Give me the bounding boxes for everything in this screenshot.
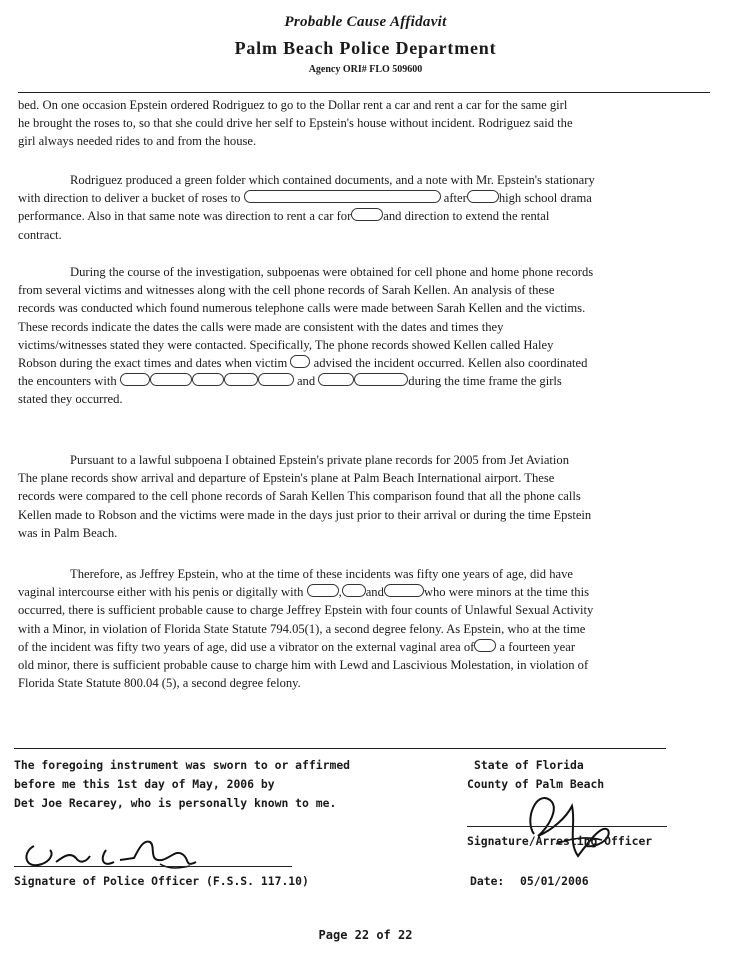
text-line: old minor, there is sufficient probable cause to charge him with Lewd and Lascivious Molestation, in violation of	[18, 658, 589, 673]
redaction-box	[351, 208, 383, 221]
redaction-box	[244, 190, 441, 203]
redaction-box	[318, 373, 354, 386]
county-label: County of Palm Beach	[467, 777, 605, 791]
text-line	[18, 372, 713, 390]
text-line	[18, 354, 713, 372]
officer-signature-label: Signature of Police Officer (F.S.S. 117.10)	[14, 874, 309, 888]
redaction-box	[467, 190, 499, 203]
text-fragment: during the time frame the girls	[408, 374, 562, 389]
text-fragment: who were minors at the time this	[423, 585, 589, 600]
text-line	[18, 207, 713, 225]
text-line	[18, 638, 713, 656]
text-line: Florida State Statute 800.04 (5), a second degree felony.	[18, 676, 301, 691]
officer-signature-line	[14, 866, 292, 867]
paragraph-1	[18, 96, 713, 151]
text-line: victims/witnesses stated they were contacted. Specifically, The phone records showed Kellen called Haley	[18, 337, 554, 352]
redaction-box	[290, 355, 310, 368]
text-fragment: advised the incident occurred. Kellen also coordinated	[313, 356, 588, 371]
affidavit-title: Probable Cause Affidavit	[284, 14, 447, 30]
arresting-officer-label: Signature/Arresting Officer	[467, 834, 653, 848]
state-label: State of Florida	[474, 758, 584, 772]
paragraph-5	[18, 565, 713, 692]
text-fragment: a fourteen year	[499, 639, 576, 654]
redaction-box	[307, 584, 339, 597]
paragraph-2	[18, 171, 713, 244]
text-fragment: and direction to extend the rental	[383, 209, 550, 224]
text-line: These records indicate the dates the calls were made are consistent with the dates and times they	[18, 319, 504, 334]
redaction-box	[354, 373, 408, 386]
text-line: Therefore, as Jeffrey Epstein, who at the time of these incidents was fifty one years of age, did have	[70, 567, 573, 581]
text-line: Kellen made to Robson and the victims were made in the days just prior to their arrival or during the time Epstein	[18, 507, 592, 522]
text-fragment: performance. Also in that same note was direction to rent a car for	[18, 209, 352, 224]
oath-line-1: The foregoing instrument was sworn to or affirmed	[14, 758, 351, 772]
text-line: bed. On one occasion Epstein ordered Rodriguez to go to the Dollar rent a car and rent a car for the same girl	[18, 98, 568, 112]
text-fragment: Robson during the exact times and dates when victim	[18, 356, 288, 371]
text-line: vaginal intercourse either with his penis or digitally with , and who were minors at the time this	[18, 585, 589, 600]
officer-signature	[20, 828, 210, 874]
page-number: Page 22 of 22	[318, 928, 413, 942]
text-fragment: the encounters with	[18, 374, 117, 389]
text-line: girl always needed rides to and from the house.	[18, 134, 257, 149]
redaction-box	[258, 373, 294, 386]
text-fragment: of the incident was fifty two years of age, did use a vibrator on the external vaginal area of	[18, 639, 475, 654]
text-line: occurred, there is sufficient probable cause to charge Jeffrey Epstein with four counts of Unlawful Sexual Activity	[18, 603, 594, 618]
text-fragment: with direction to deliver a bucket of roses to	[18, 191, 241, 206]
redaction-box	[384, 584, 424, 597]
paragraph-4	[18, 451, 713, 542]
department-name: Palm Beach Police Department	[234, 38, 497, 58]
text-line: records was conducted which found numerous telephone calls were made between Sarah Kellen and the victims.	[18, 301, 586, 316]
text-fragment: vaginal intercourse either with his penis or digitally with	[18, 585, 304, 600]
text-line: stated they occurred.	[18, 392, 123, 407]
text-line: Rodriguez produced a green folder which contained documents, and a note with Mr. Epstein's stationary	[70, 173, 595, 187]
paragraph-3	[18, 263, 713, 409]
text-line: Pursuant to a lawful subpoena I obtained Epstein's private plane records for 2005 from Jet Aviation	[70, 453, 570, 467]
date-label: Date:	[470, 874, 505, 888]
redaction-box	[342, 584, 366, 597]
text-fragment: after	[443, 191, 467, 206]
header-rule	[18, 92, 710, 93]
text-fragment: and	[365, 585, 384, 600]
redaction-box	[474, 639, 496, 652]
text-line: with a Minor, in violation of Florida State Statute 794.05(1), a second degree felony. As Epstein, who at the time	[18, 621, 586, 636]
arresting-officer-signature-line	[467, 826, 667, 827]
text-line: records were compared to the cell phone records of Sarah Kellen This comparison found that all the phone calls	[18, 489, 581, 504]
agency-ori: Agency ORI# FLO 509600	[308, 64, 423, 75]
text-line: The plane records show arrival and departure of Epstein's plane at Palm Beach International airport. These	[18, 471, 555, 486]
text-line: was in Palm Beach.	[18, 525, 118, 540]
text-line: contract.	[18, 227, 62, 242]
text-line	[18, 189, 713, 207]
redaction-box	[192, 373, 224, 386]
text-fragment: high school drama	[498, 191, 592, 206]
oath-line-3: Det Joe Recarey, who is personally known to me.	[14, 796, 337, 810]
date-value: 05/01/2006	[520, 874, 589, 888]
text-line: he brought the roses to, so that she could drive her self to Epstein's house without incident. Rodriguez said the	[18, 116, 573, 131]
redaction-box	[120, 373, 150, 386]
signature-block-rule	[14, 748, 666, 749]
text-line: from several victims and witnesses along with the cell phone records of Sarah Kellen. An analysis of these	[18, 283, 555, 298]
text-fragment: and	[296, 374, 316, 389]
oath-line-2: before me this 1st day of May, 2006 by	[14, 777, 275, 791]
text-line: During the course of the investigation, subpoenas were obtained for cell phone and home phone records	[70, 265, 594, 279]
arresting-officer-signature	[516, 780, 626, 870]
redaction-box	[150, 373, 192, 386]
redaction-box	[224, 373, 258, 386]
